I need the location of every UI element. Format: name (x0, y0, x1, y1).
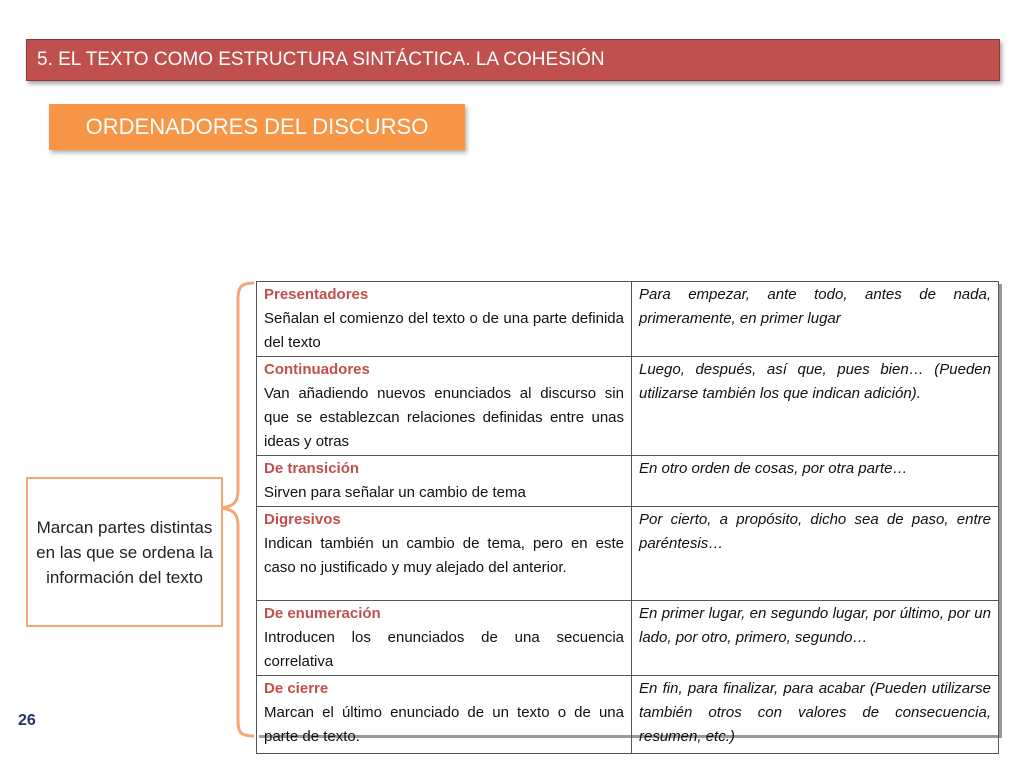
ordenadores-table (256, 281, 999, 754)
category-definition: Marcan el último enunciado de un texto o de una parte de texto. (264, 704, 624, 745)
category-name: Continuadores (264, 361, 370, 378)
category-definition: Van añadiendo nuevos enunciados al discurso sin que se establezcan relaciones definidas entre unas ideas y otras (264, 385, 624, 450)
section-heading: ORDENADORES DEL DISCURSO (49, 104, 465, 150)
category-name: De enumeración (264, 605, 381, 622)
examples-cell (632, 357, 999, 456)
table-row (257, 676, 999, 754)
examples-text: En otro orden de cosas, por otra parte… (639, 460, 908, 477)
examples-cell (632, 282, 999, 357)
category-name: De cierre (264, 680, 329, 697)
side-note-box (26, 477, 223, 627)
examples-cell (632, 507, 999, 601)
examples-text: Para empezar, ante todo, antes de nada, primeramente, en primer lugar (639, 286, 991, 327)
table-row (257, 357, 999, 456)
category-definition: Sirven para señalar un cambio de tema (264, 484, 526, 501)
category-cell (257, 601, 632, 676)
category-definition: Señalan el comienzo del texto o de una parte definida del texto (264, 310, 624, 351)
examples-text: En fin, para finalizar, para acabar (Pueden utilizarse también otros con valores de consecuencia, resumen, etc.) (639, 680, 991, 745)
table-row (257, 456, 999, 507)
category-cell (257, 676, 632, 754)
examples-cell (632, 601, 999, 676)
category-name: Presentadores (264, 286, 369, 303)
examples-cell (632, 676, 999, 754)
table-row (257, 507, 999, 601)
side-note-text: Marcan partes distintas en las que se ordena la información del texto (36, 517, 213, 587)
page-number: 26 (18, 712, 36, 729)
table-row (257, 601, 999, 676)
category-cell (257, 282, 632, 357)
category-definition: Introducen los enunciados de una secuencia correlativa (264, 629, 624, 670)
slide-title: 5. EL TEXTO COMO ESTRUCTURA SINTÁCTICA. LA COHESIÓN (26, 39, 1000, 81)
category-cell (257, 456, 632, 507)
examples-cell (632, 456, 999, 507)
curly-bracket-icon (218, 280, 258, 740)
examples-text: En primer lugar, en segundo lugar, por último, por un lado, por otro, primero, segundo… (639, 605, 991, 646)
table-row (257, 282, 999, 357)
examples-text: Luego, después, así que, pues bien… (Pueden utilizarse también los que indican adición). (639, 361, 991, 402)
category-cell (257, 357, 632, 456)
category-name: De transición (264, 460, 360, 477)
examples-text: Por cierto, a propósito, dicho sea de paso, entre paréntesis… (639, 511, 991, 552)
category-name: Digresivos (264, 511, 341, 528)
category-definition: Indican también un cambio de tema, pero en este caso no justificado y muy alejado del anterior. (264, 535, 624, 576)
category-cell (257, 507, 632, 601)
